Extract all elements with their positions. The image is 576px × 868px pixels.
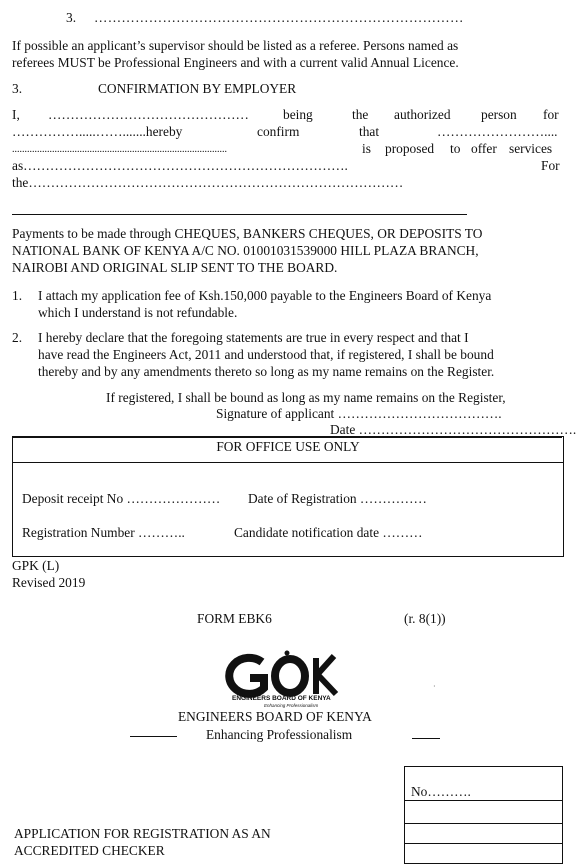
confirm-word: authorized (394, 107, 451, 122)
application-title-line-2: ACCREDITED CHECKER (14, 843, 165, 858)
payment-line-1: Payments to be made through CHEQUES, BANKERS CHEQUES, OR DEPOSITS TO (12, 226, 483, 241)
payment-line-3: NAIROBI AND ORIGINAL SLIP SENT TO THE BOARD. (12, 260, 338, 275)
confirm-name-blank: ……………………………………… (48, 107, 249, 122)
applicant-date: Date …………………………………………. (330, 422, 576, 437)
deposit-receipt-field: Deposit receipt No ………………… (22, 491, 221, 506)
number-box-divider-2 (404, 823, 562, 824)
confirm-i: I, (12, 107, 20, 122)
confirm-blank: ...................................................................................... (12, 144, 227, 155)
office-box-double-line (12, 437, 562, 438)
date-of-registration-field: Date of Registration …………… (248, 491, 427, 506)
revised-year: Revised 2019 (12, 575, 86, 590)
registration-number-field: Registration Number ……….. (22, 525, 185, 540)
form-code: FORM EBK6 (197, 611, 272, 626)
confirm-word: confirm (257, 124, 300, 139)
confirm-word: For (541, 158, 560, 173)
logo-board-name: ENGINEERS BOARD OF KENYA (232, 695, 331, 702)
section-title: CONFIRMATION BY EMPLOYER (98, 81, 297, 96)
declaration-1-line-1: I attach my application fee of Ksh.150,000 payable to the Engineers Board of Kenya (38, 288, 492, 303)
gpk-mark: GPK (L) (12, 558, 60, 573)
confirm-role-blank: as………………………………………………………………. (12, 158, 348, 173)
application-number-field: No………. (411, 784, 471, 799)
number-box-divider-1 (404, 800, 562, 801)
declaration-1-number: 1. (12, 288, 23, 303)
confirm-word: services (509, 141, 553, 156)
confirm-word: that (359, 124, 380, 139)
referee-note-line-1: If possible an applicant’s supervisor should be listed as a referee. Persons named as (12, 38, 459, 53)
confirm-word: offer (471, 141, 497, 156)
declaration-2-line-3: thereby and by any amendments thereto so long as my name remains on the Register. (38, 364, 495, 379)
board-name: ENGINEERS BOARD OF KENYA (178, 709, 372, 724)
office-use-title: FOR OFFICE USE ONLY (216, 439, 360, 454)
declaration-2-number: 2. (12, 330, 23, 345)
application-title-line-1: APPLICATION FOR REGISTRATION AS AN (14, 826, 271, 841)
tagline-rule-left (130, 736, 177, 737)
candidate-notification-field: Candidate notification date ……… (234, 525, 423, 540)
logo-tagline: Enhancing Professionalism (264, 703, 319, 708)
board-tagline: Enhancing Professionalism (206, 727, 353, 742)
signature-of-applicant: Signature of applicant ………………………………. (216, 406, 502, 421)
rule-reference: (r. 8(1)) (404, 611, 446, 626)
confirm-word: for (543, 107, 559, 122)
confirm-word: to (450, 141, 461, 156)
declaration-2-line-2: have read the Engineers Act, 2011 and understood that, if registered, I shall be bound (38, 347, 494, 362)
office-title-divider (12, 462, 564, 463)
number-box-divider-3 (404, 843, 562, 844)
confirm-word: person (481, 107, 517, 122)
referee-note-line-2: referees MUST be Professional Engineers and with a current valid Annual Licence. (12, 55, 459, 70)
declaration-1-line-2: which I understand is not refundable. (38, 305, 238, 320)
declaration-2-line-1: I hereby declare that the foregoing statements are true in every respect and that I (38, 330, 469, 345)
ebk-logo (224, 648, 354, 710)
confirm-duration-blank: the………………………………………………………………………… (12, 175, 404, 190)
section-number: 3. (12, 81, 23, 96)
referee-item-number: 3. (66, 10, 77, 25)
confirm-word: proposed (385, 141, 435, 156)
tagline-rule-right (412, 738, 440, 739)
confirm-company-blank: …………….....…….......hereby (12, 124, 183, 139)
confirm-applicant-blank: …………………….... (437, 124, 558, 139)
payment-line-2: NATIONAL BANK OF KENYA A/C NO. 01001031539000 HILL PLAZA BRANCH, (12, 243, 479, 258)
stray-mark: · (433, 682, 436, 691)
confirm-word: is (362, 141, 371, 156)
application-number-box (404, 766, 563, 864)
employer-signature-line (12, 214, 467, 215)
confirm-word: the (352, 107, 369, 122)
referee-item-dots: ……………………………………………………………………… (94, 10, 464, 25)
register-statement: If registered, I shall be bound as long as my name remains on the Register, (106, 390, 506, 405)
confirm-word: being (283, 107, 313, 122)
